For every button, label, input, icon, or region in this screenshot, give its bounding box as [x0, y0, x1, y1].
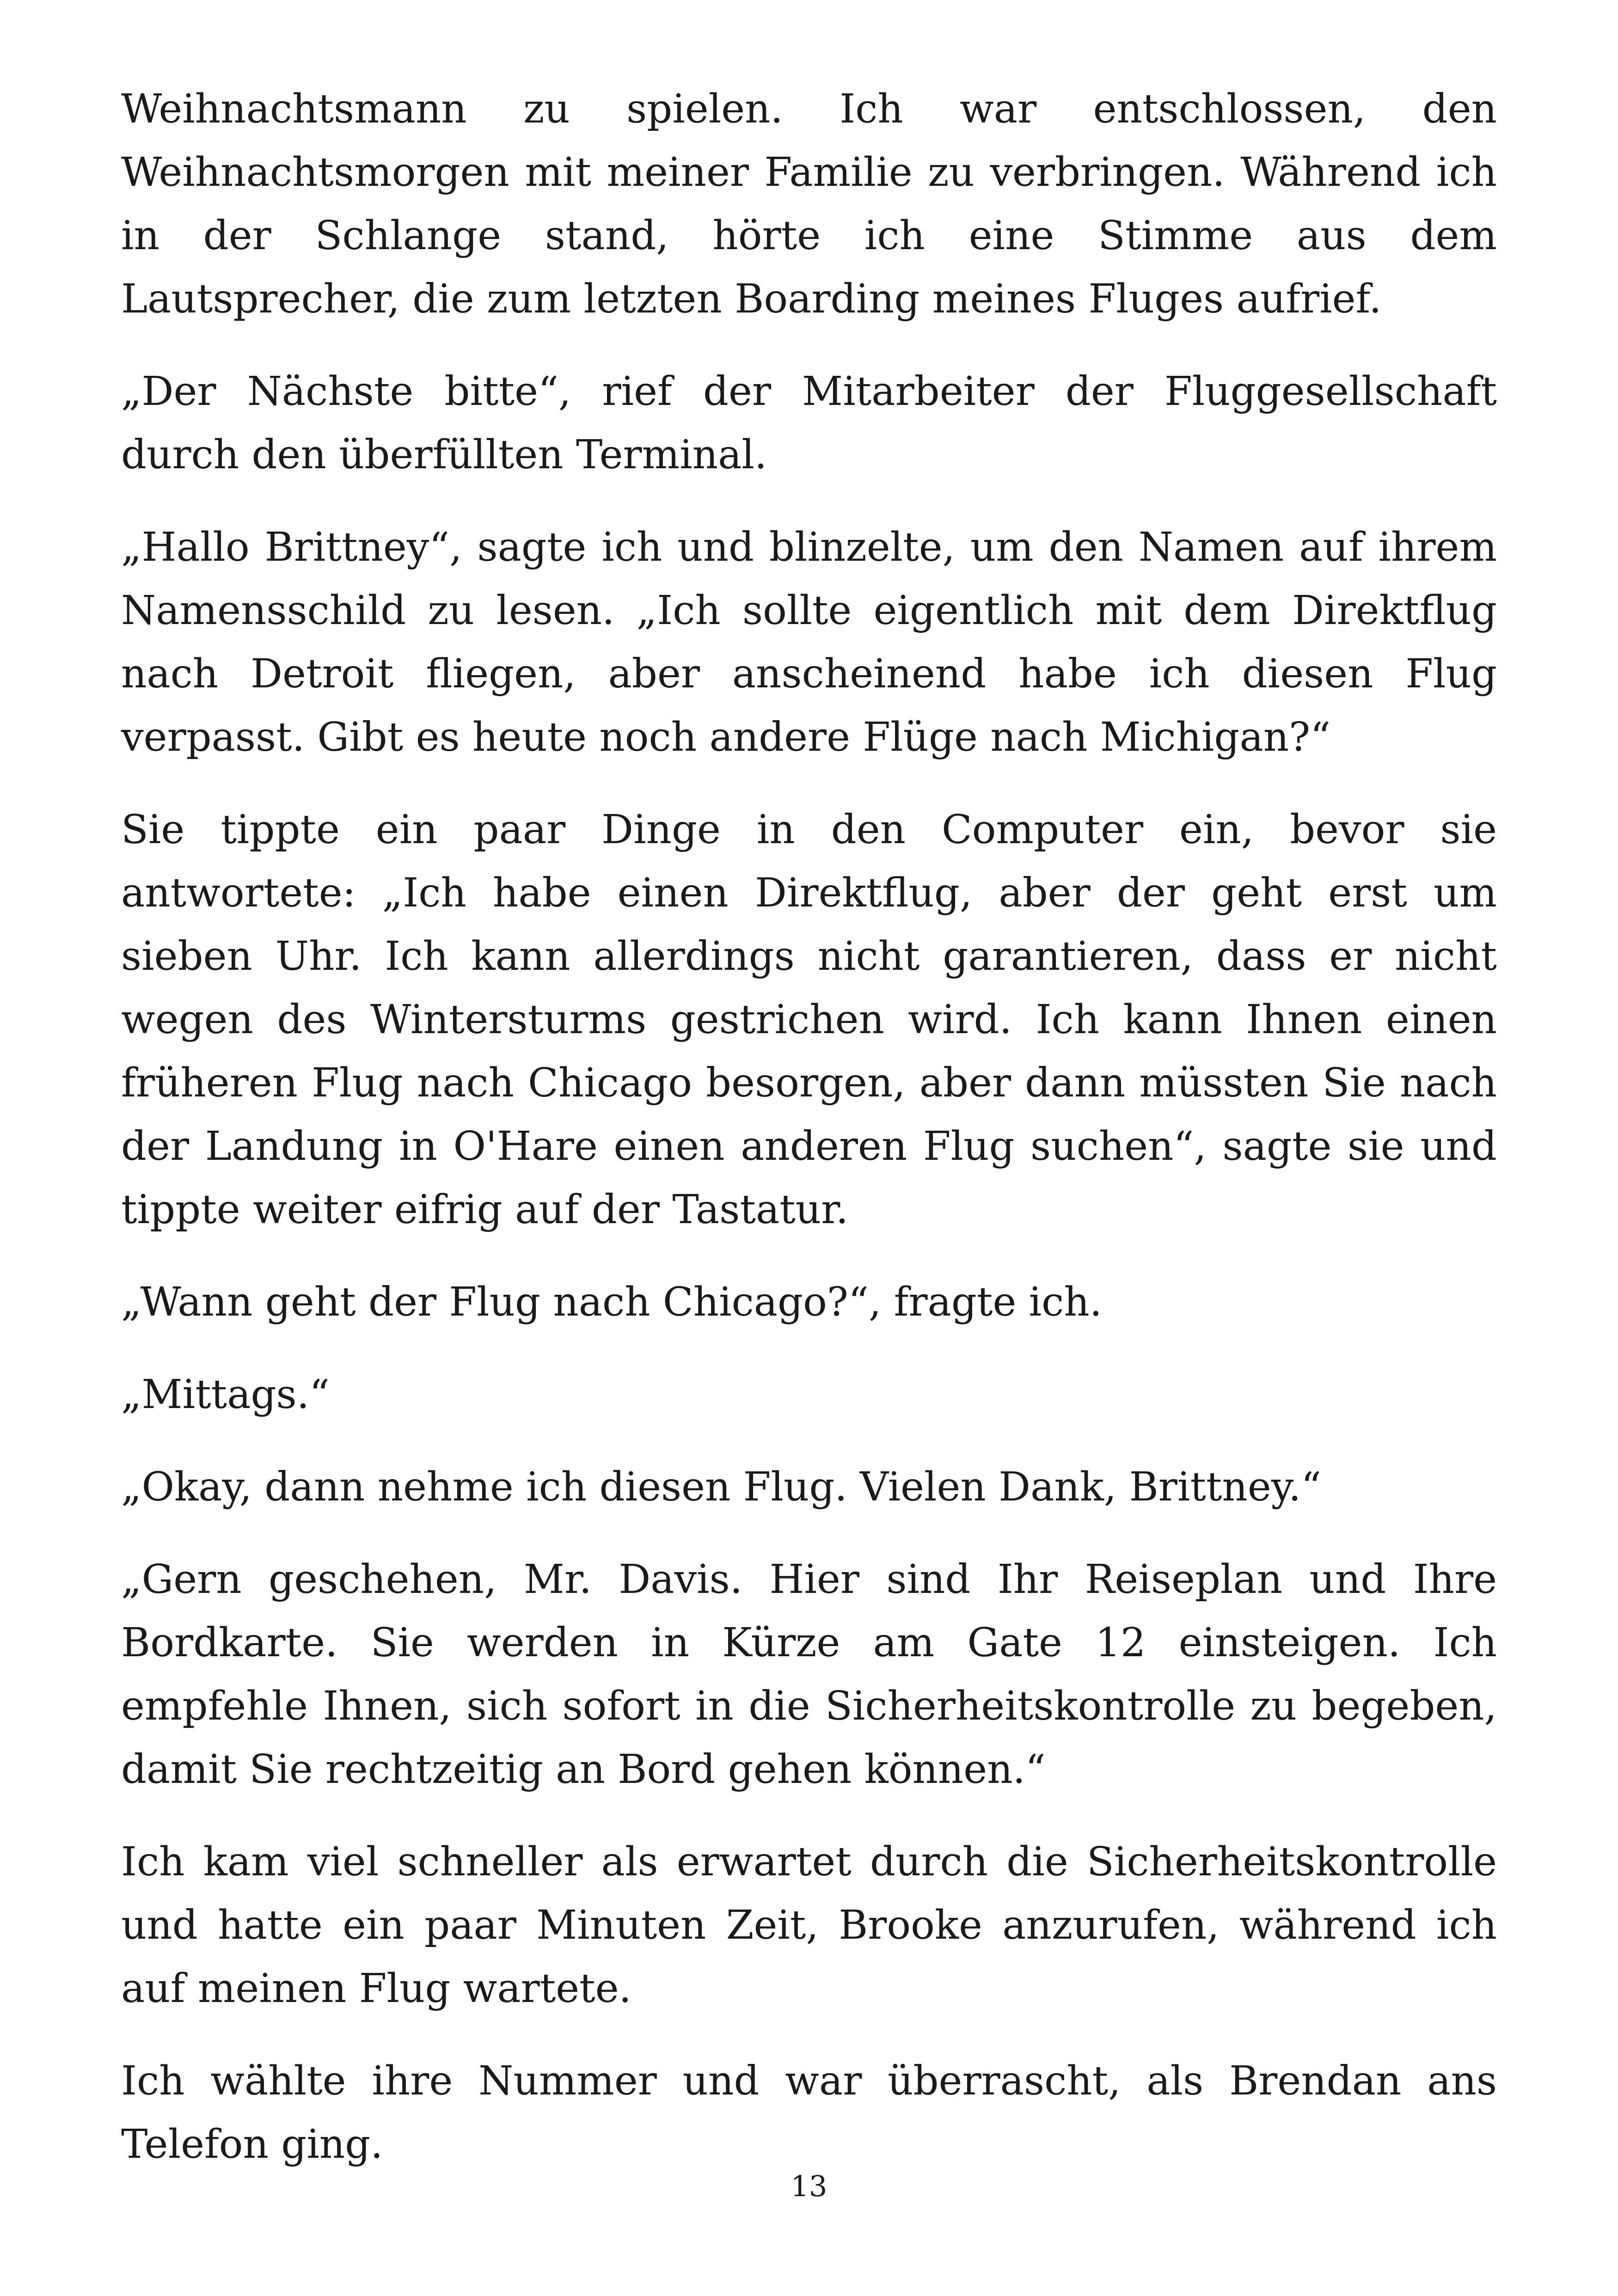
paragraph: Ich wählte ihre Nummer und war überrascht, als Brendan ans Telefon ging.: [121, 2058, 1497, 2167]
paragraph: „Okay, dann nehme ich diesen Flug. Vielen Dank, Brittney.“: [121, 1464, 1322, 1510]
paragraph: „Gern geschehen, Mr. Davis. Hier sind Ihr Reiseplan und Ihre Bordkarte. Sie werden in Kürze am Gate 12 einsteigen. Ich empfehle Ihnen, sich sofort in die Sicherheitskontrolle zu begeben, damit Sie rechtzeitig an Bord gehen können.“: [121, 1556, 1497, 1793]
paragraph: „Wann geht der Flug nach Chicago?“, fragte ich.: [121, 1279, 1103, 1325]
body-text: [121, 78, 1497, 2205]
paragraph: Sie tippte ein paar Dinge in den Computer ein, bevor sie antwortete: „Ich habe einen Direktflug, aber der geht erst um sieben Uhr. Ich kann allerdings nicht garantieren, dass er nicht wegen des Wintersturms gestrichen wird. Ich kann Ihnen einen früheren Flug nach Chicago besorgen, aber dann müssten Sie nach der Landung in O'Hare einen anderen Flug suchen“, sagte sie und tippte weiter eifrig auf der Tastatur.: [121, 807, 1497, 1233]
page-number: 13: [791, 2169, 827, 2203]
paragraph: „Mittags.“: [121, 1371, 330, 1418]
paragraph: Ich kam viel schneller als erwartet durch die Sicherheitskontrolle und hatte ein paar Minuten Zeit, Brooke anzurufen, während ich auf meinen Flug wartete.: [121, 1839, 1497, 2012]
paragraph: „Hallo Brittney“, sagte ich und blinzelte, um den Namen auf ihrem Namensschild zu lesen. „Ich sollte eigentlich mit dem Direktflug nach Detroit fliegen, aber anscheinend habe ich diesen Flug verpasst. Gibt es heute noch andere Flüge nach Michigan?“: [121, 524, 1497, 760]
paragraph: Weihnachtsmann zu spielen. Ich war entschlossen, den Weihnachtsmorgen mit meiner Familie zu verbringen. Während ich in der Schlange stand, hörte ich eine Stimme aus dem Lautsprecher, die zum letzten Boarding meines Fluges aufrief.: [121, 86, 1497, 322]
paragraph: „Der Nächste bitte“, rief der Mitarbeiter der Fluggesellschaft durch den überfüllten Terminal.: [121, 368, 1497, 478]
